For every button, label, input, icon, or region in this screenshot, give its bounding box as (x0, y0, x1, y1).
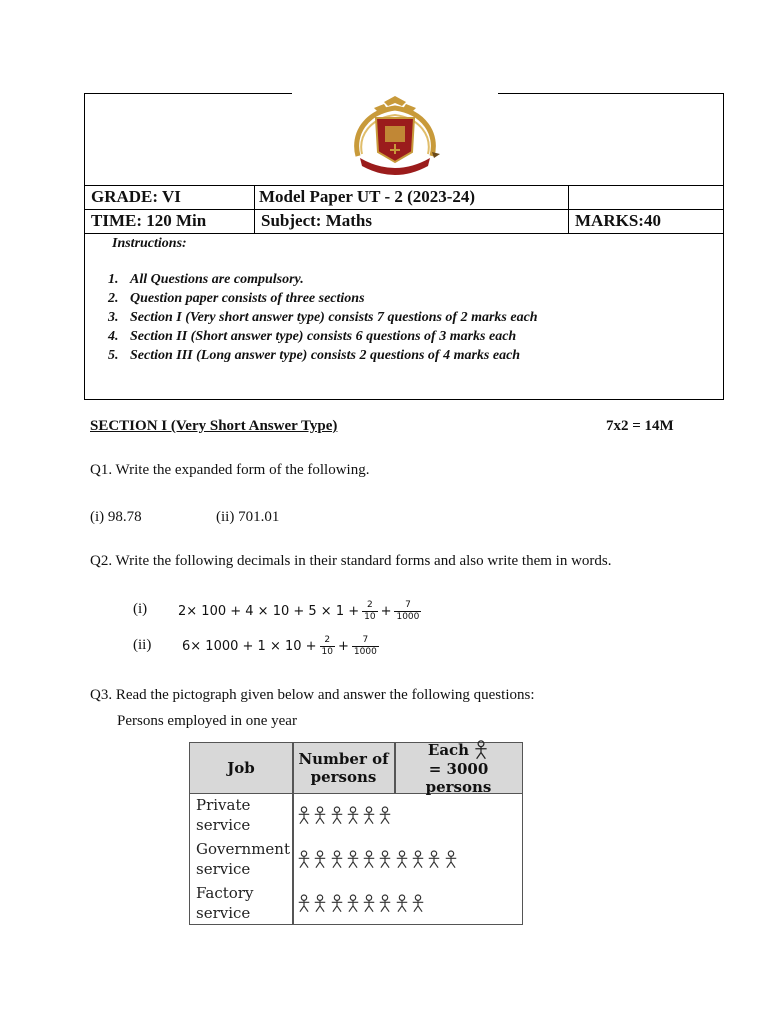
q2-ii-expression: 6× 1000 + 1 × 10 + $\frac{2}{10}$ + $\frac{7}{1000}$ (182, 634, 377, 657)
instruction-item: 4. Section II (Short answer type) consists 6 questions of 3 marks each (108, 329, 517, 344)
q3-caption: Persons employed in one year (117, 713, 297, 729)
person-icon (362, 894, 376, 913)
pictograph-header-key: Each = 3000 persons (425, 741, 492, 796)
section-1-marks: 7x2 = 14M (606, 418, 674, 434)
person-icon (297, 806, 311, 825)
header-left-border (84, 93, 85, 400)
fraction: $\frac{7}{1000}$ (353, 634, 377, 657)
header-row-time (84, 209, 724, 233)
person-icon (411, 894, 425, 913)
person-icon (378, 806, 392, 825)
person-icon (378, 850, 392, 869)
row-line-3 (84, 233, 724, 234)
fraction: $\frac{7}{1000}$ (396, 599, 420, 622)
q3-text: Q3. Read the pictograph given below and answer the following questions: (90, 687, 535, 703)
q2-ii-label: (ii) (133, 637, 152, 653)
pictograph-row-label: Government service (196, 840, 290, 878)
q2-text: Q2. Write the following decimals in their standard forms and also write them in words. (90, 553, 612, 569)
person-icon (362, 850, 376, 869)
person-icon (444, 850, 458, 869)
person-icon (330, 850, 344, 869)
pictograph-row-icons (297, 806, 395, 825)
section-1-title: SECTION I (Very Short Answer Type) (90, 418, 338, 434)
person-icon (473, 740, 489, 760)
header-right-border (723, 93, 724, 400)
pictograph-row-icons (297, 894, 427, 913)
pictograph-row-icons (297, 850, 460, 869)
pictograph-row-label: Private service (196, 796, 251, 834)
subject-cell: Subject: Maths (261, 211, 372, 230)
instruction-item: 5. Section III (Long answer type) consists 2 questions of 4 marks each (108, 348, 521, 363)
person-icon (427, 850, 441, 869)
instruction-item: 2. Question paper consists of three sections (108, 291, 365, 306)
fraction: $\frac{2}{10}$ (321, 634, 333, 657)
pictograph-header-count: Number of persons (298, 750, 389, 786)
header-top-border-left (84, 93, 292, 94)
school-crest-logo (348, 94, 442, 184)
pictograph-row-label: Factory service (196, 884, 254, 922)
q1-part-ii: (ii) 701.01 (216, 509, 280, 525)
person-icon (297, 894, 311, 913)
person-icon (411, 850, 425, 869)
person-icon (378, 894, 392, 913)
fraction: $\frac{2}{10}$ (364, 599, 376, 622)
person-icon (346, 894, 360, 913)
person-icon (346, 850, 360, 869)
grade-cell: GRADE: VI (91, 187, 181, 206)
person-icon (330, 806, 344, 825)
person-icon (395, 894, 409, 913)
person-icon (395, 850, 409, 869)
person-icon (313, 894, 327, 913)
pictograph-header-job: Job (227, 759, 255, 777)
marks-cell: MARKS:40 (575, 211, 661, 230)
instruction-item: 3. Section I (Very short answer type) consists 7 questions of 2 marks each (108, 310, 538, 325)
pictograph-table (189, 742, 523, 925)
header-top-border-right (498, 93, 724, 94)
q1-text: Q1. Write the expanded form of the following. (90, 462, 370, 478)
person-icon (297, 850, 311, 869)
instruction-item: 1. All Questions are compulsory. (108, 272, 304, 287)
header-bottom-border (84, 399, 724, 400)
instructions-title: Instructions: (112, 236, 187, 251)
q1-part-i: (i) 98.78 (90, 509, 142, 525)
paper-title-cell: Model Paper UT - 2 (2023-24) (259, 187, 476, 206)
header-row-grade (84, 185, 724, 209)
q2-i-expression: 2× 100 + 4 × 10 + 5 × 1 + $\frac{2}{10}$ + $\frac{7}{1000}$ (178, 599, 420, 622)
person-icon (346, 806, 360, 825)
person-icon (362, 806, 376, 825)
person-icon (313, 806, 327, 825)
person-icon (313, 850, 327, 869)
empty-cell (568, 185, 724, 209)
q2-i-label: (i) (133, 601, 148, 617)
time-cell: TIME: 120 Min (91, 211, 207, 230)
person-icon (330, 894, 344, 913)
instructions-list (108, 270, 538, 365)
